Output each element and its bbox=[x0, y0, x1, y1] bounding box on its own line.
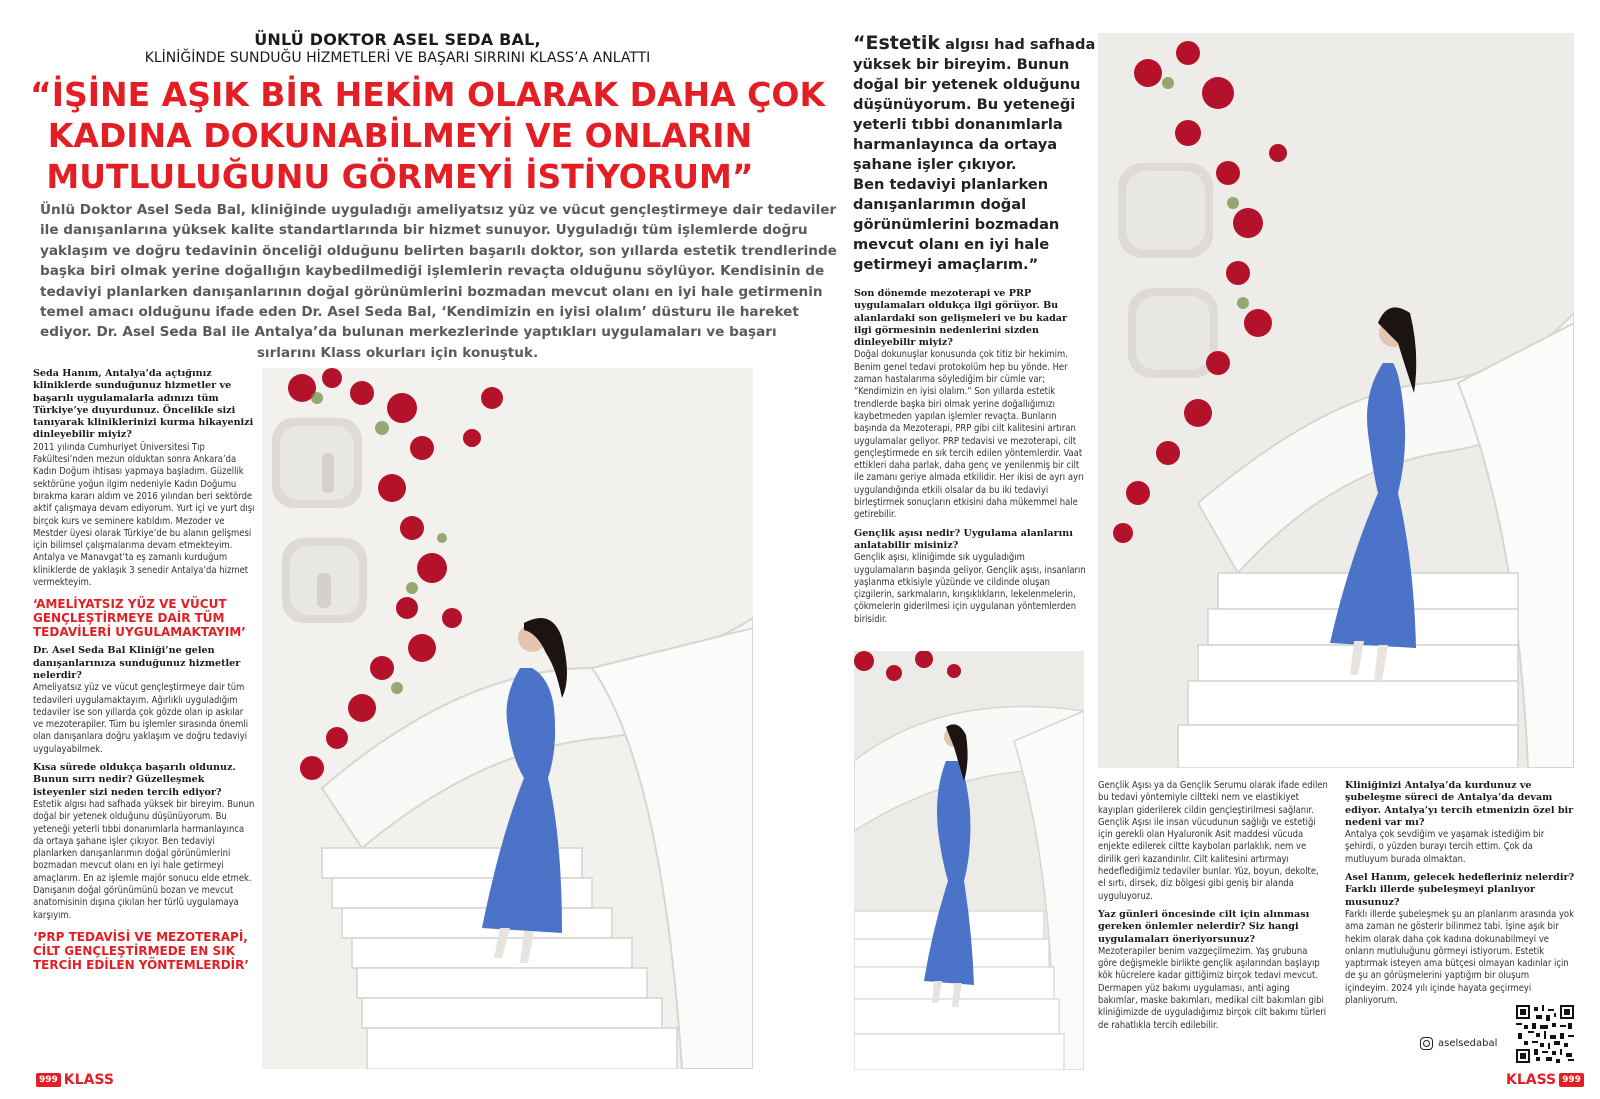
headline-line: “İŞİNE AŞIK BİR HEKİM OLARAK DAHA ÇOK bbox=[30, 75, 826, 114]
intro-line: ile danışanlarına yüksek kalite standartlarında bir hizmet sunuyor. Uyguladığı tüm işlemlerde doğru bbox=[40, 222, 808, 239]
photo-right-small bbox=[854, 651, 1084, 1070]
subheading: ‘AMELİYATSIZ YÜZ VE VÜCUT GENÇLEŞTİRMEYE DAİR TÜM TEDAVİLERİ UYGULAMAKTAYIM’ bbox=[33, 597, 246, 640]
intro-line: başka biri olmak yerine doğallığın kaybedilmediği işlemlerin revaçta olduğunu söylüyor. Kendisinin de bbox=[40, 263, 825, 280]
question: Seda Hanım, Antalya’da açtığınız kliniklerde sunduğunuz hizmetler ve başarılı uygulamalarla adınızı tüm Türkiye’ye duyurdunuz. Öncelikle sizi tanıyarak kliniklerinizi kurma hikayenizi dinleyebilir miyiz? bbox=[33, 368, 254, 441]
right-text-column-1 bbox=[854, 288, 1086, 632]
quote-line: Ben tedaviyi planlarken bbox=[853, 176, 1049, 193]
photo-main bbox=[262, 368, 753, 1069]
answer: Gençlik Aşısı ya da Gençlik Serumu olarak ifade edilen bu tedavi yöntemiyle ciltteki nem ve elastikiyet kayıpları giderilerek cildin gençleştirilmesi sağlanır. Gençlik Aşısı ile insan vücudunun sağlığı ve estetiği için gerekli olan Hyaluronik Asit maddesi vücuda enjekte edilerek ciltte kaybolan parlaklık, nem ve dirilik geri kazandırılır. Cilt kalitesini artırmayı hedeflediğimiz tedaviler bunlar. Yüz, boyun, dekolte, el sırtı, dirsek, diz bölgesi gibi geniş bir alanda uyguluyoruz. bbox=[1098, 780, 1328, 902]
answer: 2011 yılında Cumhuriyet Üniversitesi Tıp Fakültesi’nden mezun olduktan sonra Ankara’da Kadın Doğum ihtisası yapmaya başladım. Güzellik sektörüne yoğun ilgim nedeniyle Kadın Doğumu bırakma kararı aldım ve 2016 yılından beri sektörde aktif çalışmaya devam ediyorum. Yurt içi ve yurt dışı birçok kurs ve seminere katıldım. Mezoder ve Mestder üyesi olarak Türkiye’de bu alanın gelişmesi için bilimsel çalışmalarıma devam etmekteyim. Antalya ve Manavgat’ta eş zamanlı kurduğum kliniklerde de yaklaşık 3 senedir Antalya’da hizmet vermekteyim. bbox=[33, 441, 255, 589]
pull-quote bbox=[853, 32, 1096, 275]
quote-line: doğal bir yetenek olduğunu bbox=[853, 76, 1081, 93]
answer: Doğal dokunuşlar konusunda çok titiz bir hekimim. Benim genel tedavi protokolüm hep bu yönde. Her zaman hastalarıma söylediğim bir cümle var; “Kendimizin en iyisi olalım.” Son yıllarda estetik trendlerde başka biri olmak yerine doğallığımızı kaybetmeden yapılan işlemler revaçta. Bunların başında da Mezoterapi, PRP gibi cilt kalitesini artıran uygulamalar geliyor. PRP tedavisi ve mezoterapi, cilt gençleştirmede en sık tercih edilen yöntemlerdir. Vaat ettikleri daha parlak, daha genç ve yenilenmiş bir cilt ile zamanı geriye almada etkilidir. Her ikisi de ayrı ayrı uygulandığında etkili olsalar da bu iki tedaviyi birleştirmek sonuçların etkisini daha mükemmel hale getirebilir. bbox=[854, 349, 1084, 521]
headline-line: KADINA DOKUNABİLMEYİ VE ONLARIN bbox=[47, 116, 753, 155]
intro-line: Ünlü Doktor Asel Seda Bal, kliniğinde uyguladığı ameliyatsız yüz ve vücut gençleştirmeye dair tedaviler bbox=[40, 202, 837, 218]
footer-right bbox=[1506, 1072, 1587, 1088]
intro-line: tedaviyi planlarken danışanlarının doğal görünümlerini bozmadan mevcut olanı en iyi hale getirmenin bbox=[40, 283, 823, 300]
quote-first-word: “Estetik bbox=[853, 32, 940, 54]
footer-left bbox=[33, 1072, 114, 1088]
left-text-column bbox=[33, 368, 255, 978]
quote-line bbox=[853, 32, 1096, 55]
staircase-photo-3 bbox=[854, 651, 1084, 1070]
page-number-badge: 999 bbox=[1559, 1073, 1584, 1087]
intro-line: temel amacı olduğunu ifade eden Dr. Asel Seda Bal, ‘Kendimizin en iyisi olalım’ düsturu ile hareket bbox=[40, 304, 799, 321]
qr-code-graphic bbox=[1516, 1005, 1574, 1063]
brand-logo: KLASS bbox=[63, 1072, 114, 1088]
instagram-icon bbox=[1420, 1037, 1433, 1050]
quote-line: getirmeyi amaçlarım.” bbox=[853, 256, 1039, 273]
right-text-column-2 bbox=[1098, 780, 1328, 1038]
staircase-photo bbox=[262, 368, 753, 1069]
headline-line: MUTLULUĞUNU GÖRMEYİ İSTİYORUM” bbox=[46, 157, 754, 196]
answer: Gençlik aşısı, kliniğimde sık uyguladığım uygulamaların başında geliyor. Gençlik aşısı, insanların yaşlanma etkisiyle yüzünde ve cildinde oluşan çizgilerin, sarkmaların, kırışıklıkların, lekelenmelerin, çökmelerin giderilmesi için uygulanan yöntemlerden birisidir. bbox=[854, 552, 1086, 625]
page-number-badge: 999 bbox=[36, 1073, 61, 1087]
intro-line: sırlarını Klass okurları için konuştuk. bbox=[256, 344, 539, 361]
photo-right-top bbox=[1098, 33, 1574, 768]
question: Asel Hanım, gelecek hedefleriniz nelerdir? Farklı illerde şubeleşmeyi planlıyor musunuz? bbox=[1345, 872, 1575, 908]
question: Gençlik aşısı nedir? Uygulama alanlarını anlatabilir misiniz? bbox=[854, 527, 1073, 551]
quote-line-text: algısı had safhada bbox=[939, 36, 1096, 53]
quote-line: yeterli tıbbi donanımlarla bbox=[853, 116, 1063, 133]
instagram-handle-text: aselsedabal bbox=[1438, 1038, 1498, 1049]
answer: Antalya çok sevdiğim ve yaşamak istediğim bir şehirdi, o yüzden burayı tercih ettim. Çok da mutluyum burada olmaktan. bbox=[1345, 829, 1545, 865]
intro-line: ediyor. Dr. Asel Seda Bal ile Antalya’da bulunan merkezlerinde yaptıkları uygulamaları ve başarı bbox=[40, 324, 777, 341]
quote-line: danışanlarımın doğal bbox=[853, 196, 1027, 213]
question: Yaz günleri öncesinde cilt için alınması gereken önlemler nelerdir? Siz hangi uygulamaları öneriyorsunuz? bbox=[1098, 908, 1310, 945]
question: Kısa sürede oldukça başarılı oldunuz. Bunun sırrı nedir? Güzelleşmek isteyenler sizi neden tercih ediyor? bbox=[33, 762, 236, 798]
quote-line: düşünüyorum. Bu yeteneği bbox=[853, 96, 1076, 113]
question: Kliniğinizi Antalya’da kurdunuz ve şubeleşme süreci de Antalya’da devam ediyor. Antalya’yı tercih etmenizin özel bir nedeni var mı? bbox=[1345, 780, 1574, 828]
quote-line: harmanlayınca da ortaya bbox=[853, 136, 1058, 153]
subheading: ‘PRP TEDAVİSİ VE MEZOTERAPİ, CİLT GENÇLEŞTİRMEDE EN SIK TERCİH EDİLEN YÖNTEMLERDİR’ bbox=[33, 929, 249, 972]
staircase-photo-2 bbox=[1098, 33, 1574, 768]
kicker-line-2: KLİNİĞİNDE SUNDUĞU HİZMETLERİ VE BAŞARI SIRRINI KLASS’A ANLATTI bbox=[144, 50, 651, 66]
quote-line: mevcut olanı en iyi hale bbox=[853, 236, 1050, 253]
headline bbox=[30, 74, 826, 197]
answer: Farklı illerde şubeleşmek şu an planlarım arasında yok ama zaman ne gösterir bilinmez tabi. İşine aşık bir hekim olarak daha çok kadına dokunabilmeyi ve onların mutluluğunu görmeyi istiyorum. Estetik yaptırmak isteyen ama bütçesi olmayan kadınlar için de şu an görüşmelerini yaptığım bir oluşum içindeyim. 2024 yılı içinde hayata geçirmeyi planlıyorum. bbox=[1345, 908, 1574, 1007]
brand-logo: KLASS bbox=[1506, 1072, 1557, 1088]
question: Son dönemde mezoterapi ve PRP uygulamaları oldukça ilgi görüyor. Bu alanlardaki son gelişmeleri ve bu kadar ilgi görmesinin nedenlerini sizden dinleyebilir miyiz? bbox=[854, 288, 1068, 349]
answer: Estetik algısı had safhada yüksek bir bireyim. Bunun doğal bir yetenek olduğunu düşünüyorum. Bu yeteneği yeterli tıbbi donanımlarla harmanlayınca da ortaya şahane işler çıkıyor. Ben tedaviyi planlarken danışanlarımın doğal görünümlerini bozmadan mevcut olanı en iyi hale getirmeyi amaçlarım. En az işlemle majör sonucu elde etmek. Danışanın doğal görünümünü bozan ve mevcut anatomisinin dışına çıkılan her türlü uygulamaya karşıyım. bbox=[33, 798, 255, 921]
intro-line: yaklaşım ve doğru tedavinin önceliği olduğunu belirten başarılı doktor, son yıllarda estetik trendlerinde bbox=[40, 242, 837, 259]
quote-line: yüksek bir bireyim. Bunun bbox=[853, 56, 1070, 73]
question: Dr. Asel Seda Bal Kliniği’ne gelen danışanlarınıza sunduğunuz hizmetler nelerdir? bbox=[33, 645, 241, 681]
quote-line: şahane işler çıkıyor. bbox=[853, 156, 1017, 173]
answer: Ameliyatsız yüz ve vücut gençleştirmeye dair tüm tedavileri uygulamaktayım. Ağırlıklı uyguladığım tedaviler ise son yıllarda çok gözde olan ip askılar ve mezoterapiler. Tüm bu işlemler sırasında önemli olan danışanlara doğru yaklaşım ve doğru tedaviyi uygulayabilmek. bbox=[33, 682, 249, 755]
qr-code[interactable] bbox=[1516, 1005, 1574, 1063]
quote-line: görünümlerini bozmadan bbox=[853, 216, 1060, 233]
instagram-handle[interactable] bbox=[1420, 1037, 1497, 1050]
right-text-column-3 bbox=[1345, 780, 1575, 1013]
answer: Mezoterapiler benim vazgeçilmezim. Yaş grubuna göre değişmekle birlikte gençlik aşılarından başlayıp kök hücrelere kadar gittiğimiz birçok tedavi mevcut. Dermapen yüz bakımı uygulaması, anti aging bakımlar, maske bakımları, medikal cilt bakımları gibi kliniğimizde de uyguladığımız birçok cilt bakımı türleri de rahatlıkla tercih edilebilir. bbox=[1098, 945, 1327, 1031]
intro-paragraph bbox=[40, 200, 837, 363]
kicker-line-1: ÜNLÜ DOKTOR ASEL SEDA BAL, bbox=[254, 30, 541, 49]
